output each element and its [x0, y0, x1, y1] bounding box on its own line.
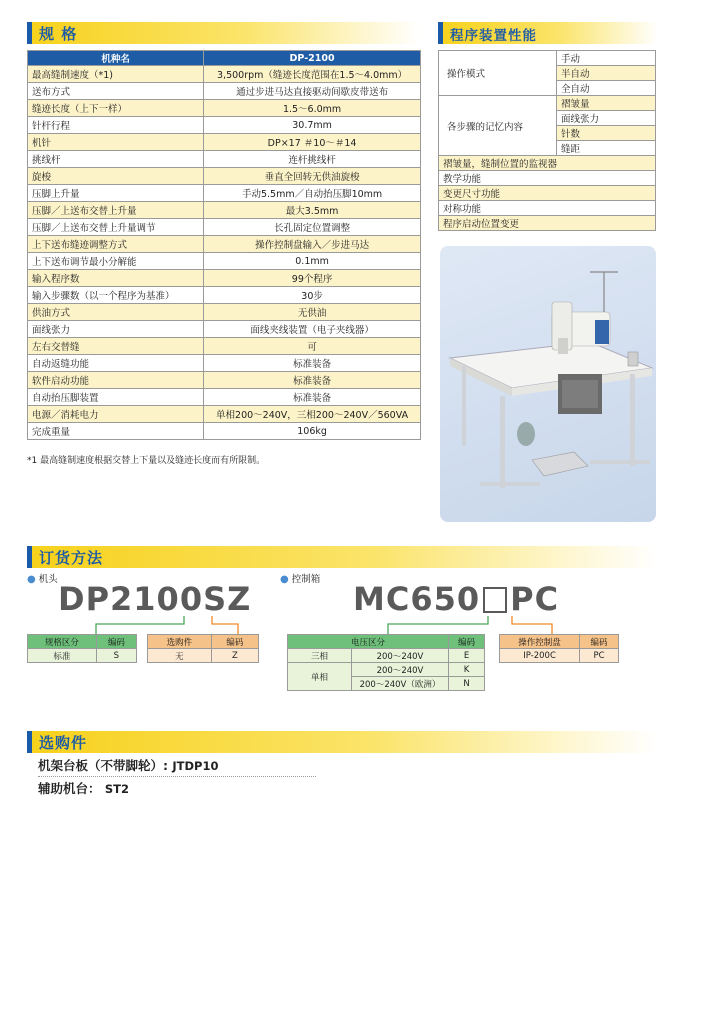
option-2-label: 辅助机台： — [38, 781, 101, 796]
memory-item: 针数 — [557, 126, 656, 141]
spec-row-label: 供油方式 — [28, 304, 204, 321]
spec-row — [28, 83, 421, 100]
program-table — [438, 50, 656, 231]
spec-section-header — [27, 22, 420, 44]
spec-row-value: 手动5.5mm／自动抬压脚10mm — [204, 185, 421, 202]
spec-row — [28, 168, 421, 185]
spec-row-value: 连杆挑线杆 — [204, 151, 421, 168]
voltage-code-table — [287, 634, 485, 691]
voltage-code: K — [449, 663, 485, 677]
spec-row-label: 压脚上升量 — [28, 185, 204, 202]
spec-row — [28, 185, 421, 202]
spec-row-value: DP×17 ＃10～＃14 — [204, 134, 421, 151]
spec-code-h2: 编码 — [96, 635, 136, 649]
mode-label: 操作模式 — [439, 51, 557, 96]
voltage-code: E — [449, 649, 485, 663]
head-model-code: DP2100SZ — [58, 580, 252, 618]
spec-row-value: 面线夹线装置（电子夹线器） — [204, 321, 421, 338]
spec-row — [28, 151, 421, 168]
spec-row — [28, 236, 421, 253]
bullet-icon: ● — [280, 574, 289, 585]
spec-row — [28, 304, 421, 321]
option-2-code: ST2 — [104, 782, 130, 796]
spec-row-label: 最高缝制速度（*1) — [28, 66, 204, 83]
spec-footnote: *1 最高缝制速度根据交替上下量以及缝迹长度而有所限制。 — [27, 456, 266, 466]
spec-row — [28, 355, 421, 372]
spec-row-label: 压脚／上送布交替上升量 — [28, 202, 204, 219]
program-section-header — [438, 22, 658, 44]
voltage-range: 200～240V（欧洲） — [352, 677, 449, 691]
spec-row — [28, 389, 421, 406]
memory-item: 褶皱量 — [557, 96, 656, 111]
box-label: 控制箱 — [291, 574, 321, 585]
option-code-c2: Z — [211, 649, 258, 663]
spec-row-value: 0.1mm — [204, 253, 421, 270]
spec-row-value: 106kg — [204, 423, 421, 440]
section-marker — [27, 22, 32, 44]
spec-row-value: 99个程序 — [204, 270, 421, 287]
spec-row — [28, 219, 421, 236]
voltage-phase: 三相 — [288, 649, 352, 663]
program-feature-row: 教学功能 — [439, 171, 656, 186]
option-code-h1: 选购件 — [148, 635, 212, 649]
spec-row-value: 可 — [204, 338, 421, 355]
spec-code-table — [27, 634, 137, 663]
option-line-1 — [38, 756, 316, 777]
spec-row-value: 无供油 — [204, 304, 421, 321]
spec-row — [28, 372, 421, 389]
spec-row-value: 标准装备 — [204, 372, 421, 389]
order-section-header — [27, 546, 657, 568]
machine-photo — [440, 246, 656, 522]
head-label-line — [27, 571, 58, 585]
option-1-label: 机架台板（不带脚轮）: — [38, 758, 168, 773]
spec-row-value: 长孔固定位置调整 — [204, 219, 421, 236]
sewing-machine-illustration — [440, 246, 656, 522]
program-section-title: 程序装置性能 — [450, 28, 537, 44]
spec-table — [27, 50, 421, 440]
head-label: 机头 — [38, 574, 58, 585]
spec-row-label: 旋梭 — [28, 168, 204, 185]
voltage-phase: 单相 — [288, 663, 352, 691]
spec-row — [28, 202, 421, 219]
spec-row-value: 操作控制盘输入／步进马达 — [204, 236, 421, 253]
section-marker — [27, 546, 32, 568]
memory-item: 缝距 — [557, 141, 656, 156]
box-model-prefix: MC650 — [353, 580, 481, 618]
options-section-header — [27, 731, 657, 753]
spec-row — [28, 321, 421, 338]
spec-row — [28, 270, 421, 287]
spec-row-label: 自动返缝功能 — [28, 355, 204, 372]
spec-row-label: 针杆行程 — [28, 117, 204, 134]
spec-row-label: 缝迹长度（上下一样） — [28, 100, 204, 117]
option-code-c1: 无 — [148, 649, 212, 663]
spec-row-label: 上下送布缝迹调整方式 — [28, 236, 204, 253]
spec-row-label: 上下送布调节最小分解能 — [28, 253, 204, 270]
spec-row — [28, 423, 421, 440]
spec-row-value: 标准装备 — [204, 355, 421, 372]
voltage-h1: 电压区分 — [288, 635, 449, 649]
spec-row — [28, 100, 421, 117]
spec-row-label: 面线张力 — [28, 321, 204, 338]
spec-row-label: 压脚／上送布交替上升量调节 — [28, 219, 204, 236]
spec-table-header — [28, 51, 421, 66]
memory-label: 各步骤的记忆内容 — [439, 96, 557, 156]
option-line-2 — [38, 779, 129, 797]
bullet-icon: ● — [27, 574, 36, 585]
spec-row — [28, 338, 421, 355]
program-feature-row: 褶皱量，缝制位置的监视器 — [439, 156, 656, 171]
spec-row-label: 机针 — [28, 134, 204, 151]
memory-item: 面线张力 — [557, 111, 656, 126]
panel-h1: 操作控制盘 — [500, 635, 580, 649]
spec-row-label: 挑线杆 — [28, 151, 204, 168]
spec-row-label: 自动抬压脚装置 — [28, 389, 204, 406]
option-code-h2: 编码 — [211, 635, 258, 649]
spec-section-title: 规 格 — [39, 25, 78, 43]
spec-row-value: 标准装备 — [204, 389, 421, 406]
option-1-code: JTDP10 — [172, 759, 219, 773]
panel-h2: 编码 — [580, 635, 619, 649]
spec-row — [28, 287, 421, 304]
mode-item: 半自动 — [557, 66, 656, 81]
mode-item: 全自动 — [557, 81, 656, 96]
spec-code-c1: 标准 — [28, 649, 97, 663]
options-section-title: 选购件 — [39, 734, 88, 752]
order-section-title: 订货方法 — [39, 549, 104, 567]
spec-row-value: 最大3.5mm — [204, 202, 421, 219]
box-model-suffix: PC — [510, 580, 560, 618]
program-feature-row: 变更尺寸功能 — [439, 186, 656, 201]
spec-row-value: 通过步进马达直接驱动间歇皮带送布 — [204, 83, 421, 100]
panel-code-table — [499, 634, 619, 663]
spec-code-c2: S — [96, 649, 136, 663]
voltage-code: N — [449, 677, 485, 691]
spec-row-label: 完成重量 — [28, 423, 204, 440]
spec-row — [28, 66, 421, 83]
voltage-range: 200～240V — [352, 649, 449, 663]
spec-row — [28, 253, 421, 270]
program-feature-row: 程序启动位置变更 — [439, 216, 656, 231]
spec-row — [28, 134, 421, 151]
spec-row-value: 3,500rpm（缝迹长度范围在1.5～4.0mm） — [204, 66, 421, 83]
spec-row — [28, 117, 421, 134]
placeholder-box-icon — [483, 587, 507, 613]
spec-row-label: 送布方式 — [28, 83, 204, 100]
spec-row-label: 输入程序数 — [28, 270, 204, 287]
program-feature-row: 对称功能 — [439, 201, 656, 216]
spec-code-h1: 规格区分 — [28, 635, 97, 649]
spec-row-value: 垂直全回转无供油旋梭 — [204, 168, 421, 185]
panel-c2: PC — [580, 649, 619, 663]
spec-row-value: 1.5～6.0mm — [204, 100, 421, 117]
section-marker — [438, 22, 443, 44]
spec-row-label: 软件启动功能 — [28, 372, 204, 389]
spec-header-model-label: 机种名 — [28, 51, 204, 66]
mode-item: 手动 — [557, 51, 656, 66]
spec-row-value: 单相200～240V，三相200～240V／560VA — [204, 406, 421, 423]
spec-row-value: 30.7mm — [204, 117, 421, 134]
voltage-h2: 编码 — [449, 635, 485, 649]
spec-row-label: 左右交替缝 — [28, 338, 204, 355]
spec-row — [28, 406, 421, 423]
panel-c1: IP-200C — [500, 649, 580, 663]
box-label-line — [280, 571, 320, 585]
spec-row-label: 电源／消耗电力 — [28, 406, 204, 423]
spec-row-label: 输入步骤数（以一个程序为基准） — [28, 287, 204, 304]
spec-row-value: 30步 — [204, 287, 421, 304]
option-code-table — [147, 634, 259, 663]
section-marker — [27, 731, 32, 753]
voltage-range: 200～240V — [352, 663, 449, 677]
spec-header-model-value: DP-2100 — [204, 51, 421, 66]
